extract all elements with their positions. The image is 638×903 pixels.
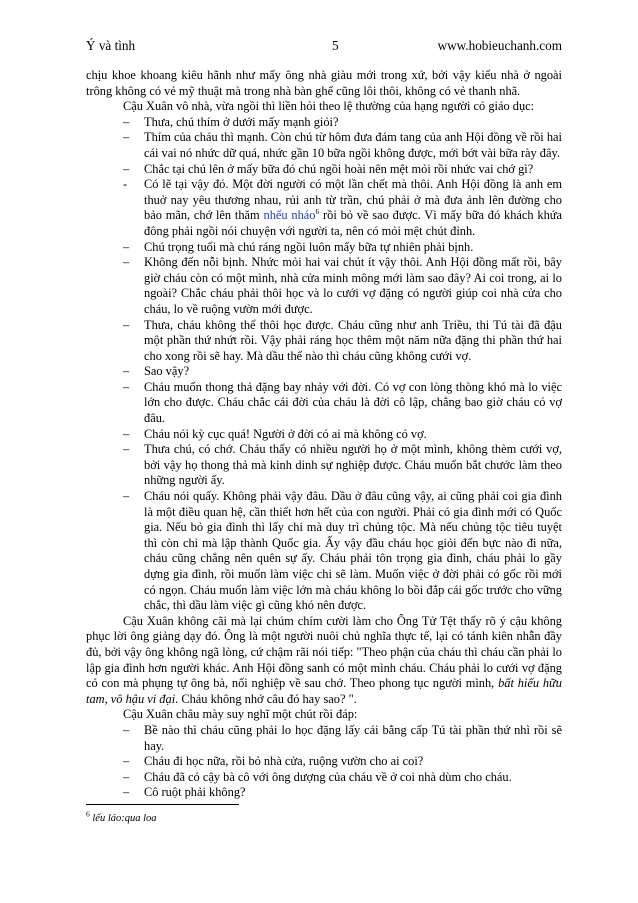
dialogue-line — [86, 318, 562, 365]
website-url: www.hobieuchanh.com — [437, 38, 562, 53]
dash: – — [123, 255, 130, 270]
dialogue-text: Cô ruột phải không? — [144, 785, 246, 800]
running-header — [86, 38, 562, 56]
dialogue-line — [86, 115, 562, 131]
book-title: Ý và tình — [86, 38, 136, 53]
dialogue-line — [86, 380, 562, 427]
footnote-ref[interactable]: 6 — [315, 207, 320, 217]
dialogue-line — [86, 364, 562, 380]
dialogue-text: Cháu nói kỳ cục quá! Người ở đời có ai mà không có vợ. — [144, 426, 427, 441]
proverb-quote: bất hiếu hữu tam, vô hậu vi đại — [86, 676, 563, 706]
dialogue-line — [86, 255, 562, 317]
dialogue-line — [86, 723, 562, 754]
narration-paragraph — [86, 614, 562, 708]
footnote-text: lếu láo:qua loa — [92, 813, 157, 824]
dialogue-line — [86, 442, 562, 489]
dash: – — [123, 379, 130, 394]
text-after-link: rồi bỏ về sao được. Vì mấy bữa đó khách khứa đông phải ngồi nói chuyện với người ta, nên có mỏi mệt chút đỉnh. — [144, 208, 562, 238]
dialogue-text: Cháu đi học nữa, rồi bỏ nhà cửa, ruộng vườn cho ai coi? — [144, 754, 424, 769]
dash: – — [123, 130, 130, 145]
text-before-link: Có lẽ tại vậy đó. Một đời người có một lần chết mà thôi. Anh Hội đồng là anh em thuở nay yêu thương nhau, rủi anh từ trần, chú phải ở mà đưa ảnh lên đường cho bảo mãn, chớ lên thăm — [144, 177, 562, 223]
dash: – — [123, 785, 130, 800]
paragraph: chịu khoe khoang kiêu hãnh như mấy ông nhà giàu mới trong xứ, bởi vậy kiểu nhà ở ngoài trông không có vẻ mỹ thuật mà trong nhà bàn ghế cũng lôi thôi, không có vẻ thanh nhã. — [86, 68, 562, 98]
dialogue-text: Cháu muốn thong thả đặng bay nhảy với đời. Có vợ con lòng thòng khó mà lo việc lớn cho được. Cháu chắc cái đời của cháu là đời cô lập, chẳng bao giờ cháu có vợ đâu. — [144, 379, 562, 426]
dash: – — [123, 442, 130, 457]
dialogue-text: Sao vậy? — [144, 364, 190, 379]
footnote-divider — [86, 804, 239, 805]
dialogue-line — [86, 162, 562, 178]
dialogue-line — [86, 754, 562, 770]
footnote-number: 6 — [86, 809, 90, 819]
dialogue-line — [86, 240, 562, 256]
dash: – — [123, 426, 130, 441]
dialogue-line — [86, 785, 562, 801]
dialogue-text: Thím của cháu thì mạnh. Còn chú từ hôm đưa đám tang của anh Hội đồng về rồi hai cái vai nó nhức dữ quá, nhức gần 10 bữa ngồi không được, mới bớt vài bữa rày đây. — [144, 130, 562, 160]
dash: – — [123, 161, 130, 176]
dialogue-text: Thưa, chú thím ở dưới mấy mạnh giỏi? — [144, 114, 339, 129]
dash: – — [123, 754, 130, 769]
dialogue-text: Chắc tại chú lên ở mấy bữa đó chú ngồi hoài nên mệt mỏi rồi nhức vai chớ gì? — [144, 161, 534, 176]
dialogue-text: Thưa, cháu không thể thôi học được. Cháu cũng như anh Triều, thi Tú tài đã đậu một phần thứ nhứt rồi. Vậy phải ráng học thêm một năm nữa đặng thi phần thứ hai cho xong rồi sẽ hay. Mà dầu thế nào thì cháu cũng không cưới vợ. — [144, 317, 562, 363]
narration-text-end: . Cháu không nhớ câu đó hay sao? ". — [175, 691, 357, 706]
dialogue-text — [144, 177, 562, 239]
dash: – — [123, 722, 130, 737]
dialogue-text: Thưa chú, có chớ. Cháu thấy có nhiều người họ ở một mình, không thèm cưới vợ, bởi vậy họ thong thả mà kinh dinh sự nghiệp được. Cháu muốn bắt chước làm theo những người ấy. — [144, 442, 562, 488]
dialogue-line — [86, 489, 562, 614]
dialogue-line — [86, 130, 562, 161]
dialogue-group-1 — [86, 115, 562, 177]
dialogue-text: Không đến nỗi bịnh. Nhức mỏi hai vai chút ít vậy thôi. Anh Hội đồng mất rồi, bây giờ cháu còn có một mình, nhà cửa minh mông mới làm sao đây? Ai coi trong, ai lo ngoài? Chắc cháu phải thôi học và lo cưới vợ đặng có người giúp coi nhà cửa cho cháu, lo về ruộng vườn mới được. — [144, 255, 562, 316]
paragraph: Cậu Xuân châu mày suy nghĩ một chút rồi đáp: — [123, 707, 358, 722]
narration-text: Cậu Xuân không cãi mà lại chúm chím cười làm cho Ông Tử Tệt thấy rõ ý cậu không phục lời ông giảng dạy đó. Ông là một người nuôi chủ nghĩa thực tế, lại có tánh kiên nhẫn đầy đủ, bởi vậy ông không ngã lòng, cứ chậm rãi nói tiếp: "Theo phận của cháu thì cháu cần phải lo lập gia đình hơn người khác. Anh Hội đồng sanh có một mình cháu. Cháu phải lo cưới vợ đặng có con mà phụng tự ông bà, nối nghiệp về sau chớ. Theo phong tục người mình, — [86, 613, 562, 691]
dash: – — [123, 364, 130, 379]
paragraph: Cậu Xuân vô nhà, vừa ngồi thì liền hỏi theo lệ thường của hạng người có giáo dục: — [123, 99, 535, 114]
dialogue-group-2 — [86, 240, 562, 614]
footnote — [86, 809, 486, 825]
dialogue-line-with-footnote — [86, 177, 562, 239]
dialogue-line — [86, 427, 562, 443]
dash: – — [123, 317, 130, 332]
footnote-link[interactable]: nhếu nháo — [263, 208, 316, 223]
dash: – — [123, 239, 130, 254]
dash: – — [123, 769, 130, 784]
dash: – — [123, 114, 130, 129]
page-number: 5 — [332, 38, 339, 53]
dialogue-text: Bề nào thì cháu cũng phải lo học đặng lấy cái bằng cấp Tú tài phần thứ nhì rồi sẽ hay. — [144, 722, 562, 753]
dash: - — [123, 177, 128, 192]
dialogue-text: Chú trọng tuổi mà chú ráng ngồi luôn mấy bữa tự nhiên phải bịnh. — [144, 239, 474, 254]
dialogue-text: Cháu nói quấy. Không phải vậy đâu. Dầu ở đâu cũng vậy, ai cũng phải coi gia đình là một điều quan hệ, cần thiết hơn hết của con người. Phải có gia đình mới có Quốc gia. Nếu bỏ gia đình thì lấy chi mà duy trì chủng tộc. Mà nếu chủng tộc tiêu tuyệt thì còn chi mà lập thành Quốc gia. Ấy vậy đầu cháu học giỏi đến bực nào đi nữa, cháu cũng chẳng nên quên sự ấy. Cháu phải tôn trọng gia đình, cháu phải lo gầy dựng gia đình, rồi muốn làm việc chi sẽ làm. Muốn việc ở đời phải có gốc rồi mới có ngọn. Cháu muốn làm việc lớn mà cháu không lo bồi đắp cái gốc trước cho vững chắc, thì dầu làm việc gì cũng khó nên được. — [144, 489, 562, 613]
dialogue-text: Cháu đã có cậy bà cô với ông dượng của cháu về ở coi nhà dùm cho cháu. — [144, 769, 512, 784]
dialogue-line — [86, 770, 562, 786]
page-body — [86, 68, 562, 801]
dash: – — [123, 489, 130, 504]
dialogue-group-3 — [86, 723, 562, 801]
